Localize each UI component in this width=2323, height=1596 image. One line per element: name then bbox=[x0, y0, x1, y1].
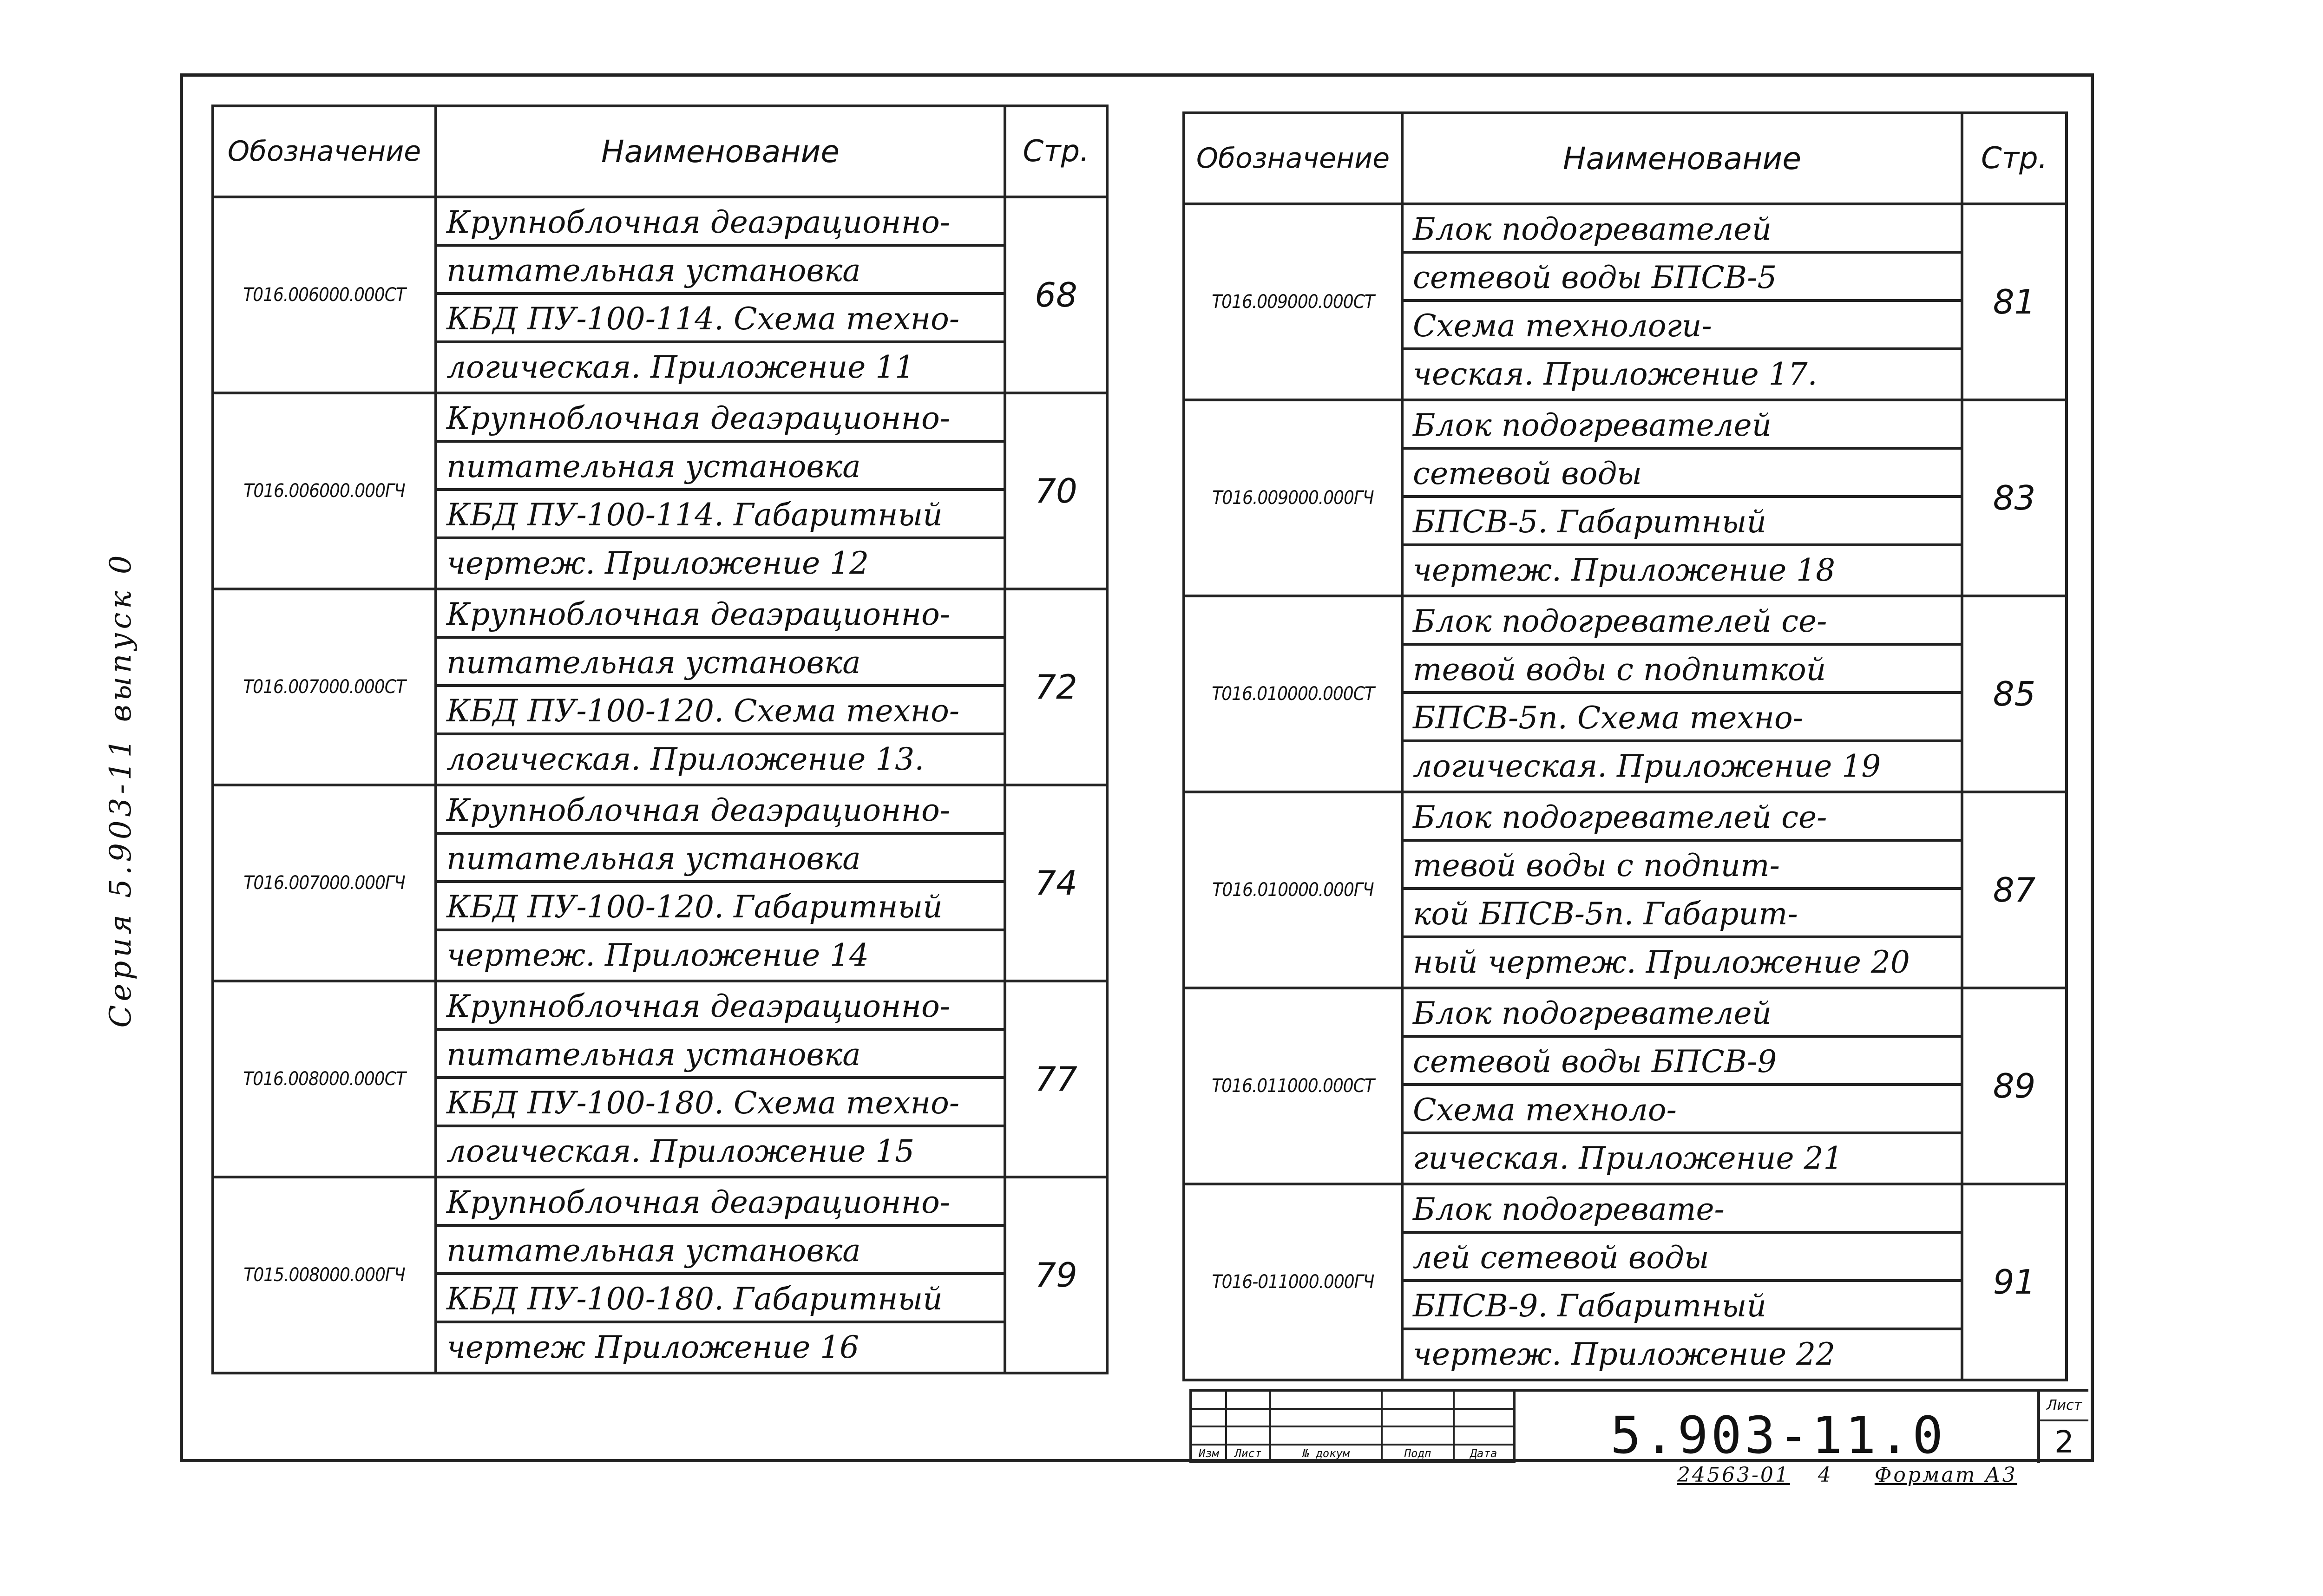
name-line: Блок подогревателей се- bbox=[1404, 793, 1961, 842]
name-line: тевой воды с подпиткой bbox=[1404, 646, 1961, 694]
name-line: тевой воды с подпит- bbox=[1404, 842, 1961, 890]
name-line: логическая. Приложение 11 bbox=[446, 349, 915, 385]
footer-num: 4 bbox=[1818, 1463, 1833, 1487]
name-line: Крупноблочная деаэрационно- bbox=[437, 982, 1004, 1031]
designation-cell: Т016.010000.000ГЧ bbox=[1184, 792, 1402, 988]
name-line: Крупноблочная деаэрационно- bbox=[437, 786, 1004, 835]
name-cell bbox=[436, 393, 1005, 589]
table-row bbox=[213, 1177, 1107, 1373]
name-line: питательная установка bbox=[437, 247, 1004, 295]
designation-cell: Т016.006000.000СТ bbox=[213, 197, 436, 393]
table-row bbox=[1184, 204, 2067, 400]
header-code: Обозначение bbox=[1184, 113, 1402, 204]
name-line: Крупноблочная деаэрационно- bbox=[437, 198, 1004, 247]
page-cell: 87 bbox=[1962, 792, 2067, 988]
table-row bbox=[1184, 400, 2067, 596]
name-line: лей сетевой воды bbox=[1404, 1234, 1961, 1282]
sheet-number: 2 bbox=[2054, 1424, 2074, 1460]
name-cell bbox=[436, 981, 1005, 1177]
name-line: Крупноблочная деаэрационно- bbox=[437, 590, 1004, 639]
name-line: Блок подогревателей bbox=[1404, 401, 1961, 450]
name-line: Блок подогревателей bbox=[1404, 989, 1961, 1038]
designation-cell: Т016.011000.000СТ bbox=[1184, 988, 1402, 1184]
col-label-date: Дата bbox=[1455, 1446, 1513, 1464]
page-cell: 79 bbox=[1005, 1177, 1107, 1373]
spec-table-left bbox=[211, 105, 1109, 1374]
col-label-izm: Изм bbox=[1192, 1446, 1227, 1464]
table-row bbox=[1184, 596, 2067, 792]
name-cell bbox=[1402, 988, 1962, 1184]
series-side-label: Серия 5.903-11 выпуск 0 bbox=[104, 551, 138, 1028]
name-line: Схема техноло- bbox=[1404, 1086, 1961, 1134]
name-line: Блок подогревателей се- bbox=[1404, 597, 1961, 646]
designation-cell: Т016.010000.000СТ bbox=[1184, 596, 1402, 792]
name-line: Блок подогревате- bbox=[1404, 1185, 1961, 1234]
document-code: 5.903-11.0 bbox=[1610, 1406, 1946, 1465]
col-label-doc: № докум bbox=[1271, 1446, 1383, 1464]
name-line: Схема технологи- bbox=[1404, 302, 1961, 350]
name-line: КБД ПУ-100-180. Схема техно- bbox=[437, 1079, 1004, 1127]
name-line: питательная установка bbox=[437, 835, 1004, 883]
page-cell: 68 bbox=[1005, 197, 1107, 393]
name-line: логическая. Приложение 15 bbox=[446, 1133, 915, 1169]
name-line: сетевой воды БПСВ-9 bbox=[1404, 1038, 1961, 1086]
name-cell bbox=[1402, 400, 1962, 596]
page-cell: 72 bbox=[1005, 589, 1107, 785]
name-cell bbox=[436, 1177, 1005, 1373]
name-cell bbox=[1402, 792, 1962, 988]
table-row bbox=[213, 785, 1107, 981]
name-line: КБД ПУ-100-114. Схема техно- bbox=[437, 295, 1004, 343]
designation-cell: Т016.009000.000ГЧ bbox=[1184, 400, 1402, 596]
name-line: Крупноблочная деаэрационно- bbox=[437, 1178, 1004, 1227]
spec-table-right bbox=[1182, 111, 2068, 1381]
name-line: БПСВ-5п. Схема техно- bbox=[1404, 694, 1961, 742]
page-cell: 77 bbox=[1005, 981, 1107, 1177]
table-row bbox=[213, 589, 1107, 785]
name-line: чертеж. Приложение 22 bbox=[1413, 1336, 1836, 1372]
page-cell: 74 bbox=[1005, 785, 1107, 981]
designation-cell: Т016.006000.000ГЧ bbox=[213, 393, 436, 589]
page-cell: 85 bbox=[1962, 596, 2067, 792]
footer-stamp bbox=[1677, 1463, 2017, 1487]
name-line: логическая. Приложение 13. bbox=[446, 741, 925, 777]
col-label-list: Лист bbox=[1227, 1446, 1271, 1464]
table-row bbox=[1184, 792, 2067, 988]
name-line: Крупноблочная деаэрационно- bbox=[437, 394, 1004, 443]
name-cell bbox=[1402, 596, 1962, 792]
name-cell bbox=[436, 197, 1005, 393]
designation-cell: Т016.007000.000СТ bbox=[213, 589, 436, 785]
name-line: ный чертеж. Приложение 20 bbox=[1413, 944, 1910, 980]
designation-cell: Т016-011000.000ГЧ bbox=[1184, 1184, 1402, 1380]
name-line: питательная установка bbox=[437, 443, 1004, 491]
table-row bbox=[1184, 1184, 2067, 1380]
designation-cell: Т015.008000.000ГЧ bbox=[213, 1177, 436, 1373]
name-line: КБД ПУ-100-180. Габаритный bbox=[437, 1275, 1004, 1323]
header-code: Обозначение bbox=[213, 106, 436, 197]
name-cell bbox=[436, 589, 1005, 785]
page-cell: 89 bbox=[1962, 988, 2067, 1184]
name-cell bbox=[436, 785, 1005, 981]
paper-format: Формат А3 bbox=[1874, 1463, 2017, 1487]
name-line: КБД ПУ-100-120. Габаритный bbox=[437, 883, 1004, 931]
table-row bbox=[213, 197, 1107, 393]
name-line: питательная установка bbox=[437, 639, 1004, 687]
page-cell: 91 bbox=[1962, 1184, 2067, 1380]
sheet-box bbox=[2037, 1392, 2088, 1463]
header-page: Стр. bbox=[1962, 113, 2067, 204]
name-line: сетевой воды bbox=[1404, 450, 1961, 498]
name-line: КБД ПУ-100-114. Габаритный bbox=[437, 491, 1004, 539]
sheet-label: Лист bbox=[2040, 1392, 2088, 1421]
page-cell: 70 bbox=[1005, 393, 1107, 589]
revision-grid bbox=[1192, 1392, 1516, 1463]
name-line: КБД ПУ-100-120. Схема техно- bbox=[437, 687, 1004, 735]
name-line: БПСВ-5. Габаритный bbox=[1404, 498, 1961, 546]
name-line: Блок подогревателей bbox=[1404, 205, 1961, 254]
table-row bbox=[213, 981, 1107, 1177]
name-line: логическая. Приложение 19 bbox=[1413, 748, 1881, 784]
inventory-number: 24563-01 bbox=[1677, 1463, 1790, 1487]
page-cell: 81 bbox=[1962, 204, 2067, 400]
page-cell: 83 bbox=[1962, 400, 2067, 596]
name-line: гическая. Приложение 21 bbox=[1413, 1140, 1843, 1176]
name-line: ческая. Приложение 17. bbox=[1413, 356, 1818, 392]
name-line: чертеж Приложение 16 bbox=[446, 1329, 860, 1365]
name-cell bbox=[1402, 204, 1962, 400]
designation-cell: Т016.009000.000СТ bbox=[1184, 204, 1402, 400]
name-line: чертеж. Приложение 14 bbox=[446, 937, 869, 973]
designation-cell: Т016.008000.000СТ bbox=[213, 981, 436, 1177]
title-block bbox=[1189, 1389, 2088, 1463]
name-line: сетевой воды БПСВ-5 bbox=[1404, 254, 1961, 302]
table-row bbox=[1184, 988, 2067, 1184]
name-line: БПСВ-9. Габаритный bbox=[1404, 1282, 1961, 1330]
name-line: кой БПСВ-5п. Габарит- bbox=[1404, 890, 1961, 938]
header-name: Наименование bbox=[436, 106, 1005, 197]
table-row bbox=[213, 393, 1107, 589]
header-page: Стр. bbox=[1005, 106, 1107, 197]
name-line: питательная установка bbox=[437, 1031, 1004, 1079]
name-cell bbox=[1402, 1184, 1962, 1380]
col-label-sign: Подп bbox=[1383, 1446, 1455, 1464]
name-line: чертеж. Приложение 18 bbox=[1413, 552, 1836, 588]
header-name: Наименование bbox=[1402, 113, 1962, 204]
name-line: чертеж. Приложение 12 bbox=[446, 545, 869, 581]
designation-cell: Т016.007000.000ГЧ bbox=[213, 785, 436, 981]
name-line: питательная установка bbox=[437, 1227, 1004, 1275]
